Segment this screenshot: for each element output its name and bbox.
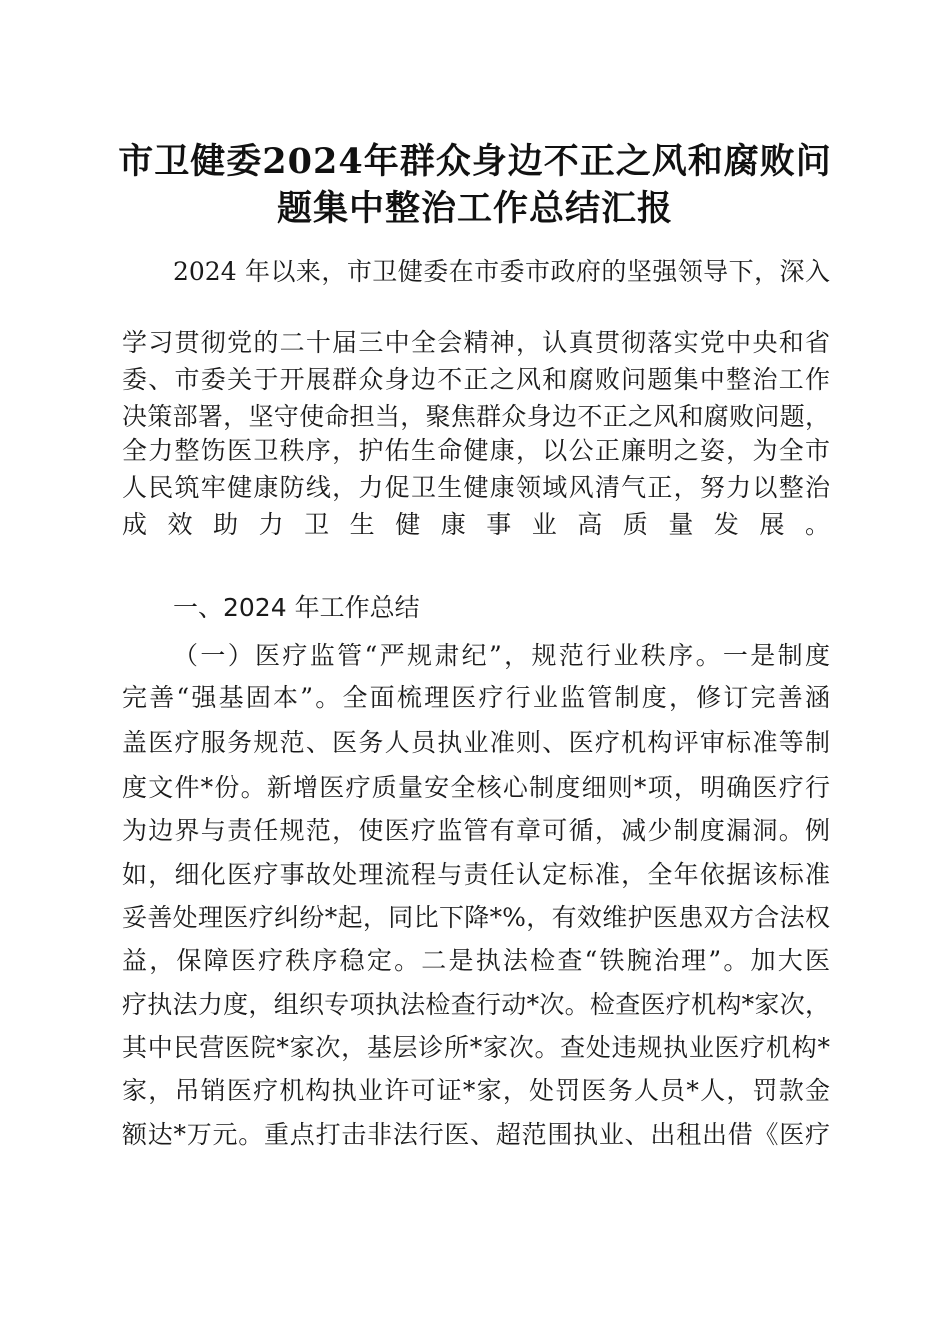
body-line: 盖医疗服务规范、医务人员执业准则、医疗机构评审标准等制	[122, 728, 830, 757]
body-line: 完善“强基固本”。全面梳理医疗行业监管制度，修订完善涵	[122, 683, 830, 712]
body-line: 度文件*份。新增医疗质量安全核心制度细则*项，明确医疗行	[122, 773, 830, 802]
document-title-line-2: 题集中整治工作总结汇报	[276, 188, 673, 229]
document-title-line-1: 市卫健委2024年群众身边不正之风和腐败问	[118, 141, 832, 182]
intro-line: 成效助力卫生健康事业高质量发展。	[122, 510, 830, 539]
body-line: 为边界与责任规范，使医疗监管有章可循，减少制度漏洞。例	[122, 816, 830, 845]
body-line: （一）医疗监管“严规肃纪”，规范行业秩序。一是制度	[173, 641, 830, 670]
intro-line: 2024 年以来，市卫健委在市委市政府的坚强领导下，深入	[173, 257, 830, 286]
body-line: 家，吊销医疗机构执业许可证*家，处罚医务人员*人，罚款金	[122, 1076, 830, 1105]
body-line: 额达*万元。重点打击非法行医、超范围执业、出租出借《医疗	[122, 1120, 830, 1149]
body-line: 疗执法力度，组织专项执法检查行动*次。检查医疗机构*家次，	[122, 990, 830, 1019]
body-line: 如，细化医疗事故处理流程与责任认定标准，全年依据该标准	[122, 860, 830, 889]
intro-line: 决策部署，坚守使命担当，聚焦群众身边不正之风和腐败问题，	[122, 402, 830, 431]
body-line: 妥善处理医疗纠纷*起，同比下降*%，有效维护医患双方合法权	[122, 903, 830, 932]
intro-line: 人民筑牢健康防线，力促卫生健康领域风清气正，努力以整治	[122, 473, 830, 502]
intro-line: 全力整饬医卫秩序，护佑生命健康，以公正廉明之姿，为全市	[122, 436, 830, 465]
body-line: 其中民营医院*家次，基层诊所*家次。查处违规执业医疗机构*	[122, 1033, 830, 1062]
intro-line: 学习贯彻党的二十届三中全会精神，认真贯彻落实党中央和省	[122, 328, 830, 357]
section-heading: 一、2024 年工作总结	[173, 593, 420, 622]
intro-line: 委、市委关于开展群众身边不正之风和腐败问题集中整治工作	[122, 365, 830, 394]
body-line: 益，保障医疗秩序稳定。二是执法检查“铁腕治理”。加大医	[122, 946, 830, 975]
